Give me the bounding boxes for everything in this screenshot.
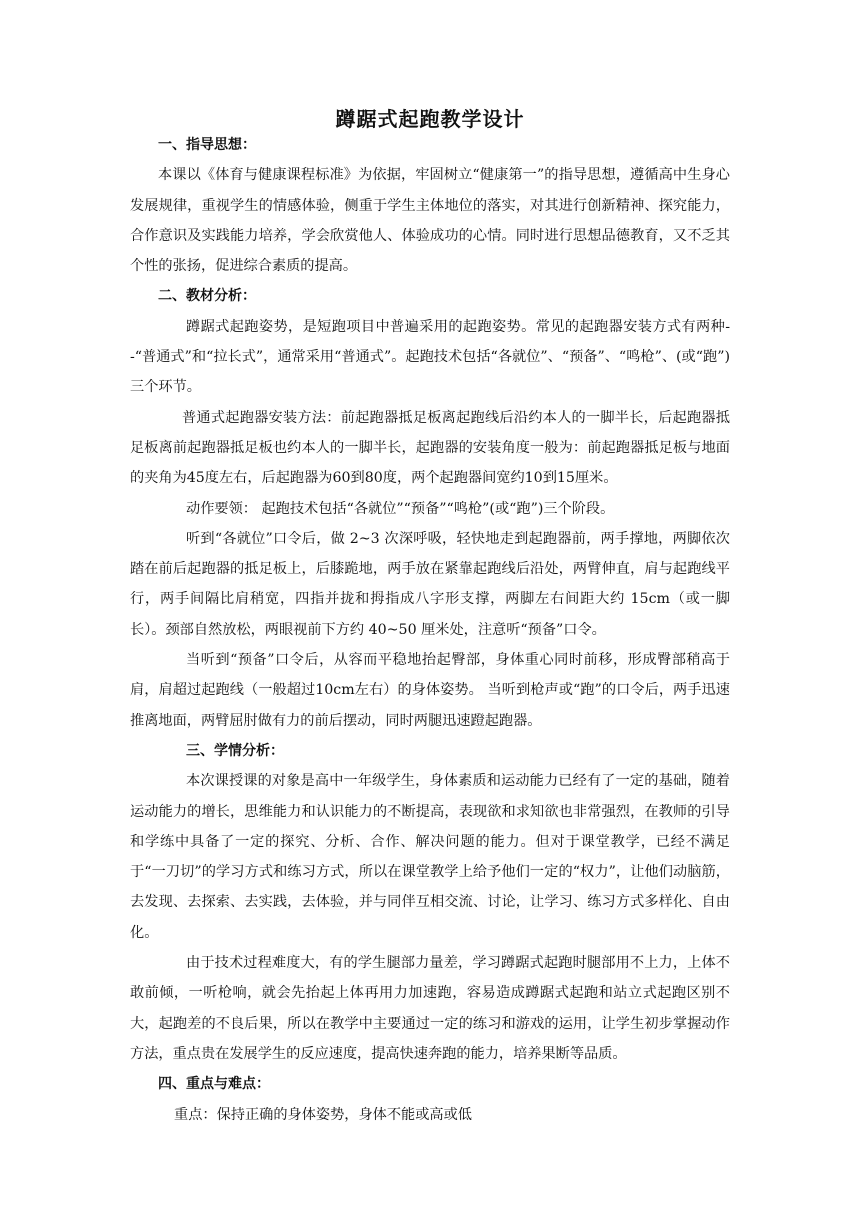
section-heading-guiding-ideology: 一、指导思想： [158, 137, 256, 153]
paragraph-key-point: 重点：保持正确的身体姿势，身体不能或高或低 [174, 1106, 472, 1123]
paragraph-learner-difficulties: 由于技术过程难度大，有的学生腿部力量差，学习蹲踞式起跑时腿部用不上力，上体不敢前倾，一听枪响，就会先抬起上体再用力加速跑，容易造成蹲踞式起跑和站立式起跑区别不大，起跑差的不良后果，所以在教学中主要通过一定的练习和游戏的运用，让学生初步掌握动作方法，重点贵在发展学生的反应速度，提高快速奔跑的能力，培养果断等品质。 [130, 955, 730, 1062]
document-title: 蹲踞式起跑教学设计 [335, 107, 525, 131]
section-heading-key-points: 四、重点与难点： [158, 1076, 270, 1093]
paragraph-on-your-marks: 听到“各就位”口令后，做 2~3 次深呼吸，轻快地走到起跑器前，两手撑地，两脚依次踏在前后起跑器的抵足板上，后膝跪地，两手放在紧靠起跑线后沿处，两臂伸直，肩与起跑线平行，两手间隔比肩稍宽，四指并拢和拇指成八字形支撑，两脚左右间距大约 15cm（或一脚长）。颈部自然放松，两眼视前下方约 40~50 厘米处，注意听“预备”口令。 [130, 530, 730, 638]
paragraph-action-essentials: 动作要领： 起跑技术包括“各就位”“预备”“鸣枪”(或“跑”)三个阶段。 [186, 500, 615, 517]
document-body [130, 130, 730, 1130]
paragraph-learner-profile: 本次课授课的对象是高中一年级学生，身体素质和运动能力已经有了一定的基础，随着运动能力的增长，思维能力和认识能力的不断提高，表现欲和求知欲也非常强烈，在教师的引导和学练中具备了一定的探究、分析、合作、解决问题的能力。但对于课堂教学，已经不满足于“一刀切”的学习方式和练习方式，所以在课堂教学上给予他们一定的“权力”，让他们动脑筋，去发现、去探索、去实践，去体验，并与同伴互相交流、讨论，让学习、练习方式多样化、自由化。 [130, 773, 730, 941]
section-heading-material-analysis: 二、教材分析： [158, 288, 256, 305]
section-heading-learner-analysis: 三、学情分析： [186, 742, 284, 759]
paragraph-block-installation: 普通式起跑器安装方法：前起跑器抵足板离起跑线后沿约本人的一脚半长，后起跑器抵足板离前起跑器抵足板也约本人的一脚半长，起跑器的安装角度一般为：前起跑器抵足板与地面的夹角为45度左右，后起跑器为60到80度，两个起跑器间宽约10到15厘米。 [130, 409, 730, 487]
paragraph-guiding-ideology: 本课以《体育与健康课程标准》为依据，牢固树立“健康第一”的指导思想，遵循高中生身心发展规律，重视学生的情感体验，侧重于学生主体地位的落实，对其进行创新精神、探究能力，合作意识及实践能力培养，学会欣赏他人、体验成功的心情。同时进行思想品德教育，又不乏其个性的张扬，促进综合素质的提高。 [130, 167, 730, 275]
paragraph-crouch-start-overview: 蹲踞式起跑姿势，是短跑项目中普遍采用的起跑姿势。常见的起跑器安装方式有两种--“普通式”和“拉长式”，通常采用“普通式”。起跑技术包括“各就位”、“预备”、“鸣枪”、(或“跑”)三个环节。 [130, 318, 730, 396]
paragraph-set-and-go: 当听到“预备”口令后，从容而平稳地抬起臀部，身体重心同时前移，形成臀部稍高于肩，肩超过起跑线（一般超过10cm左右）的身体姿势。 当听到枪声或“跑”的口令后，两手迅速推离地面，两臂屈肘做有力的前后摆动，同时两腿迅速蹬起跑器。 [130, 652, 730, 729]
